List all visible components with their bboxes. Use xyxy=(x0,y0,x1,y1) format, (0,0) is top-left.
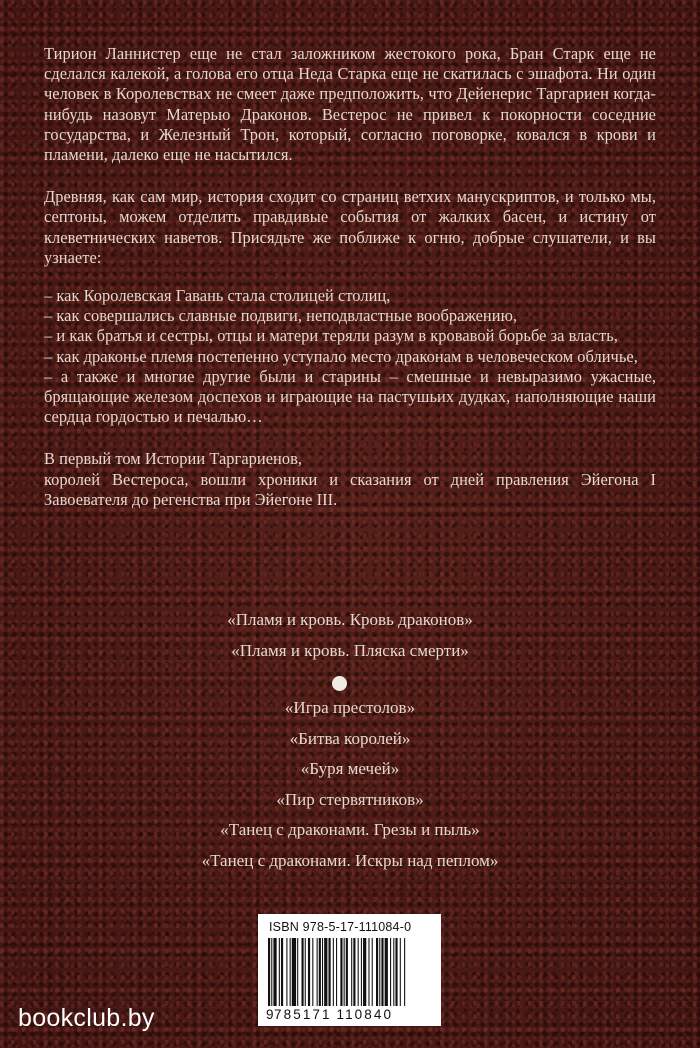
ean-first-digit: 9 xyxy=(266,1007,274,1022)
barcode-bar xyxy=(281,938,283,1006)
series-title: «Танец с драконами. Искры над пеплом» xyxy=(201,850,499,870)
barcode-bar xyxy=(344,938,345,1006)
barcode-bar xyxy=(368,938,369,1006)
barcode-bar xyxy=(273,938,276,1006)
barcode-bar xyxy=(319,938,321,1006)
barcode-bar xyxy=(372,938,373,1006)
series-title: «Битва королей» xyxy=(289,728,411,748)
barcode-bar xyxy=(381,938,383,1006)
barcode-bar xyxy=(317,938,318,1006)
ean-digits xyxy=(258,1007,441,1022)
barcode-bar xyxy=(279,938,280,1006)
barcode-bar xyxy=(301,938,303,1006)
barcode-bar xyxy=(351,938,352,1006)
isbn-label: ISBN 978-5-17-111084-0 xyxy=(269,920,412,934)
barcode-bar xyxy=(393,938,394,1006)
series-title: «Пламя и кровь. Пляска смерти» xyxy=(231,640,469,660)
isbn-barcode xyxy=(258,914,441,1026)
barcode-bar xyxy=(353,938,355,1006)
barcode-bar xyxy=(271,938,272,1006)
barcode-bar xyxy=(286,938,287,1006)
barcode-bar xyxy=(390,938,391,1006)
series-title: «Пламя и кровь. Кровь драконов» xyxy=(227,610,473,629)
barcode-bar xyxy=(346,938,348,1006)
barcode-bar xyxy=(333,938,334,1006)
list-item: – как драконье племя постепенно уступало место драконам в человеческом обличье, xyxy=(44,346,638,366)
barcode-bar xyxy=(395,938,397,1006)
barcode-bar xyxy=(376,938,378,1006)
description-paragraph-1: Тирион Ланнистер еще не стал заложником жестокого рока, Бран Старк еще не сделался калекой, а голова его отца Неда Старка еще не скатилась с эшафота. Ни один человек в Королевствах не смеет даже предположить, что Дейенерис Таргариен когда-нибудь назовут Матерью Драконов. Вестерос не привел к покорности соседние государства, и Железный Трон, который, согласно поговорке, ковался в крови и пламени, далеко еще не насытился. xyxy=(44,44,656,165)
barcode-bar xyxy=(385,938,388,1006)
paragraph-3-line-1: В первый том Истории Таргариенов, xyxy=(44,449,303,469)
barcode-bar xyxy=(297,938,298,1006)
barcode-bar xyxy=(268,938,270,1006)
back-cover-description xyxy=(44,44,656,532)
barcode-bar xyxy=(324,938,327,1006)
barcode-bar xyxy=(322,938,323,1006)
barcode-bar xyxy=(328,938,330,1006)
description-list xyxy=(44,286,656,427)
separator-dot-icon xyxy=(332,676,347,691)
series-title: «Игра престолов» xyxy=(284,698,416,717)
description-paragraph-3 xyxy=(44,449,656,510)
barcode-bars-icon xyxy=(268,938,436,1006)
barcode-bar xyxy=(312,938,313,1006)
series-title: «Танец с драконами. Грезы и пыль» xyxy=(220,820,480,839)
barcode-bar xyxy=(363,938,366,1006)
barcode-bar xyxy=(305,938,306,1006)
ean-left-group: 785171 xyxy=(274,1007,332,1022)
series-title: «Пир стервятников» xyxy=(276,789,424,809)
barcode-bar xyxy=(358,938,359,1006)
song-of-ice-and-fire-series-list xyxy=(0,693,700,876)
description-paragraph-2: Древняя, как сам мир, история сходит со страниц ветхих манускриптов, и только мы, септоны, можем отделить правдивые события от жалких басен, и истину от клеветнических наветов. Присядьте же поближе к огню, добрые слушатели, и вы узнаете: xyxy=(44,187,656,267)
list-item: – и как братья и сестры, отцы и матери теряли разум в кровавой борьбе за власть, xyxy=(44,326,618,346)
barcode-bar xyxy=(292,938,296,1006)
list-item: – а также и многие другие были и старины – смешные и невыразимо ужасные, брящающие железом доспехов и играющие на пастушьих дудках, наполняющие наши сердца гордостью и печалью… xyxy=(44,366,656,427)
fire-and-blood-series-list xyxy=(0,605,700,666)
barcode-bar xyxy=(308,938,310,1006)
barcode-bar xyxy=(361,938,362,1006)
ean-right-group: 110840 xyxy=(336,1007,394,1022)
list-item: – как совершались славные подвиги, неподвластные воображению, xyxy=(44,306,518,326)
list-item: – как Королевская Гавань стала столицей столиц, xyxy=(44,286,391,306)
barcode-bar xyxy=(290,938,291,1006)
barcode-bar xyxy=(404,938,405,1006)
paragraph-3-line-2: королей Вестероса, вошли хроники и сказания от дней правления Эйегона I Завоевателя до регенства при Эйегоне III. xyxy=(44,469,656,509)
barcode-bar xyxy=(379,938,380,1006)
series-title: «Буря мечей» xyxy=(300,759,400,778)
watermark-logo: bookclub.by xyxy=(18,1004,155,1032)
barcode-bar xyxy=(336,938,337,1006)
barcode-bar xyxy=(340,938,342,1006)
barcode-bar xyxy=(400,938,401,1006)
